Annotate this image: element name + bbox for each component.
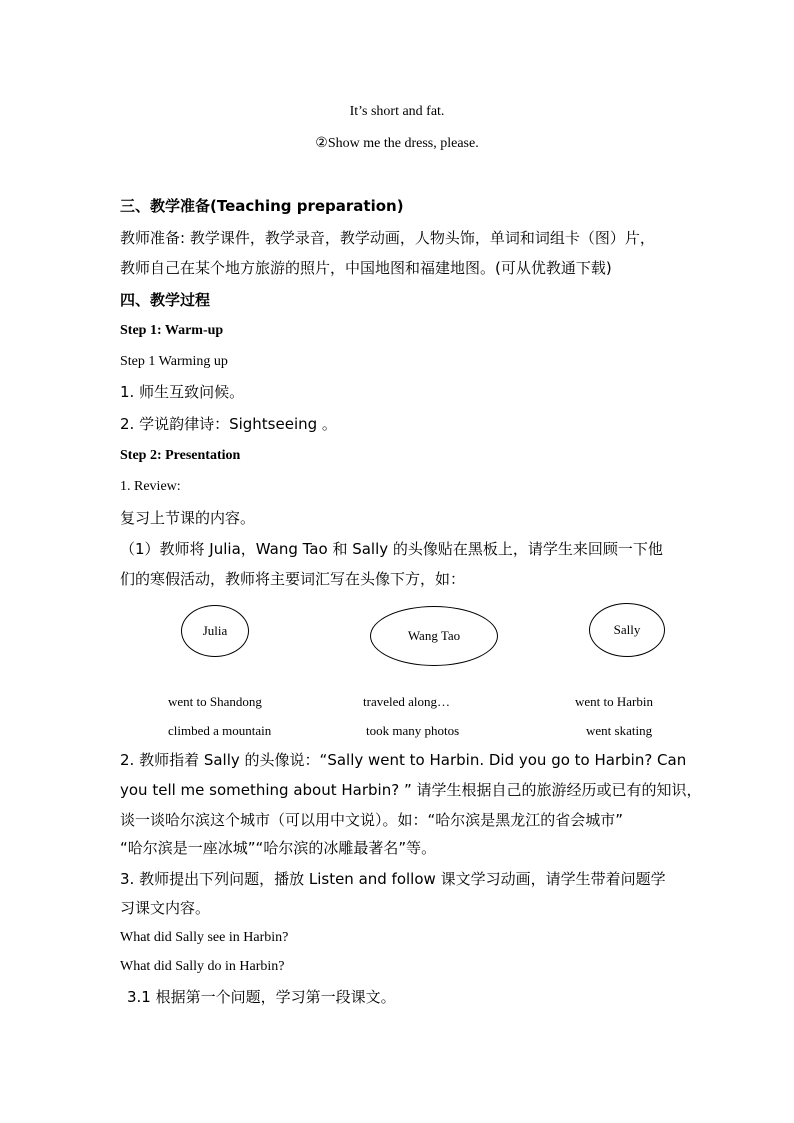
note-line1: （1）教师将 Julia，Wang Tao 和 Sally 的头像贴在黑板上，请学生来回顾一下他	[120, 540, 663, 558]
caption-julia-2: climbed a mountain	[168, 723, 272, 738]
section3-heading: 三、教学准备(Teaching preparation)	[120, 197, 404, 215]
sub-item-3-1: 3.1 根据第一个问题，学习第一段课文。	[127, 988, 396, 1006]
item2-line1: 2. 教师指着 Sally 的头像说：“Sally went to Harbin. Did you go to Harbin? Can	[120, 751, 687, 769]
step2-heading: Step 2: Presentation	[120, 448, 241, 463]
item2-line2: you tell me something about Harbin? ” 请学生根据自己的旅游经历或已有的知识，	[120, 781, 702, 799]
caption-sally-1: went to Harbin	[575, 694, 653, 709]
step1-sub: Step 1 Warming up	[120, 354, 228, 369]
top-line-1: It’s short and fat.	[349, 104, 445, 119]
caption-sally-2: went skating	[586, 723, 653, 738]
item3-line2: 习课文内容。	[120, 899, 211, 917]
caption-wangtao-1: traveled along…	[363, 694, 450, 709]
ellipse-label-wang-tao: Wang Tao	[407, 628, 461, 643]
question-2: What did Sally do in Harbin?	[120, 959, 285, 974]
step1-heading: Step 1: Warm-up	[120, 323, 224, 338]
ellipse-wang-tao	[370, 606, 498, 666]
ellipse-julia	[181, 605, 249, 657]
top-line-2: ②Show me the dress, please.	[315, 136, 479, 151]
question-1: What did Sally see in Harbin?	[120, 930, 289, 945]
section4-heading: 四、教学过程	[120, 291, 211, 309]
item2-line3: 谈一谈哈尔滨这个城市（可以用中文说）。如：“哈尔滨是黑龙江的省会城市”	[120, 811, 624, 829]
step1-item2: 2. 学说韵律诗：Sightseeing 。	[120, 415, 337, 433]
item3-line1: 3. 教师提出下列问题，播放 Listen and follow 课文学习动画，请学生带着问题学	[120, 870, 666, 888]
review-desc: 复习上节课的内容。	[120, 509, 256, 527]
section3-para-line1: 教师准备: 教学课件，教学录音，教学动画，人物头饰，单词和词组卡（图）片，	[120, 229, 655, 247]
caption-julia-1: went to Shandong	[168, 694, 262, 709]
note-line2: 们的寒假活动，教师将主要词汇写在头像下方，如：	[120, 570, 466, 588]
section3-para-line2: 教师自己在某个地方旅游的照片，中国地图和福建地图。(可从优教通下载)	[120, 259, 612, 277]
item2-line4: “哈尔滨是一座冰城”“哈尔滨的冰雕最著名”等。	[120, 839, 437, 857]
ellipse-label-sally: Sally	[613, 622, 641, 637]
ellipse-label-julia: Julia	[202, 623, 228, 638]
ellipse-sally	[589, 603, 665, 657]
caption-wangtao-2: took many photos	[366, 723, 460, 738]
review-label: 1. Review:	[120, 479, 181, 494]
step1-item1: 1. 师生互致问候。	[120, 383, 245, 401]
